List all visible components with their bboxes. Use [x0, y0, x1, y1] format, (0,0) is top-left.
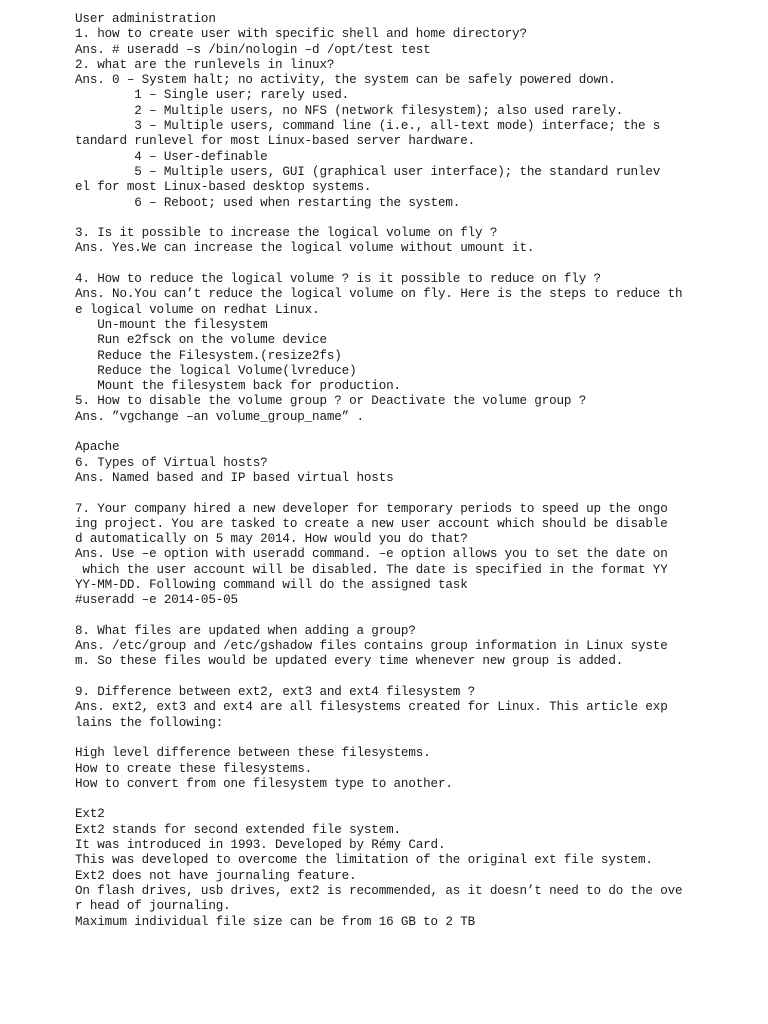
text-line: tandard runlevel for most Linux-based server hardware.: [75, 134, 476, 149]
text-line: Reduce the Filesystem.(resize2fs): [75, 348, 342, 363]
text-line: High level difference between these filesystems.: [75, 746, 431, 761]
text-line: 2. what are the runlevels in linux?: [75, 57, 335, 72]
text-line: Apache: [75, 440, 120, 455]
text-line: Run e2fsck on the volume device: [75, 333, 327, 348]
text-line: 1 – Single user; rarely used.: [75, 88, 350, 103]
text-line: which the user account will be disabled. The date is specified in the format YY: [75, 562, 668, 577]
blank-line: [75, 609, 755, 624]
text-line: How to create these filesystems.: [75, 761, 313, 776]
text-line: 5 – Multiple users, GUI (graphical user interface); the standard runlev: [75, 164, 661, 179]
text-line: 3. Is it possible to increase the logical volume on fly ?: [75, 226, 498, 241]
text-line: 4 – User-definable: [75, 149, 268, 164]
text-line: 5. How to disable the volume group ? or Deactivate the volume group ?: [75, 394, 587, 409]
text-line: 6. Types of Virtual hosts?: [75, 455, 268, 470]
text-line: Ext2 does not have journaling feature.: [75, 868, 357, 883]
text-line: YY-MM-DD. Following command will do the assigned task: [75, 577, 468, 592]
text-line: el for most Linux-based desktop systems.: [75, 180, 372, 195]
text-line: Un-mount the filesystem: [75, 317, 268, 332]
text-line: Maximum individual file size can be from 16 GB to 2 TB: [75, 914, 476, 929]
text-line: #useradd –e 2014-05-05: [75, 593, 238, 608]
text-line: Ans. # useradd –s /bin/nologin –d /opt/test test: [75, 42, 431, 57]
text-line: Ans. ”vgchange –an volume_group_name” .: [75, 409, 364, 424]
blank-line: [75, 486, 755, 501]
text-line: Ans. Use –e option with useradd command. –e option allows you to set the date on: [75, 547, 668, 562]
blank-line: [75, 670, 755, 685]
text-line: On flash drives, usb drives, ext2 is recommended, as it doesn’t need to do the ove: [75, 883, 683, 898]
blank-line: [75, 257, 755, 272]
document-text: [75, 12, 755, 930]
text-line: e logical volume on redhat Linux.: [75, 302, 320, 317]
text-line: Ans. Named based and IP based virtual hosts: [75, 470, 394, 485]
text-line: 3 – Multiple users, command line (i.e., all-text mode) interface; the s: [75, 119, 661, 134]
blank-line: [75, 792, 755, 807]
text-line: 4. How to reduce the logical volume ? is it possible to reduce on fly ?: [75, 272, 601, 287]
blank-line: [75, 731, 755, 746]
text-line: ing project. You are tasked to create a new user account which should be disable: [75, 516, 668, 531]
text-line: 6 – Reboot; used when restarting the system.: [75, 195, 461, 210]
text-line: Mount the filesystem back for production.: [75, 379, 401, 394]
text-line: This was developed to overcome the limitation of the original ext file system.: [75, 853, 653, 868]
text-line: 7. Your company hired a new developer for temporary periods to speed up the ongo: [75, 501, 668, 516]
text-line: Reduce the logical Volume(lvreduce): [75, 363, 357, 378]
text-line: lains the following:: [75, 715, 224, 730]
text-line: Ans. ext2, ext3 and ext4 are all filesystems created for Linux. This article exp: [75, 700, 668, 715]
blank-line: [75, 211, 755, 226]
text-line: m. So these files would be updated every time whenever new group is added.: [75, 654, 624, 669]
blank-line: [75, 425, 755, 440]
text-line: Ans. No.You can’t reduce the logical volume on fly. Here is the steps to reduce th: [75, 287, 683, 302]
text-line: Ans. /etc/group and /etc/gshadow files contains group information in Linux syste: [75, 639, 668, 654]
text-line: User administration: [75, 12, 216, 26]
text-line: How to convert from one filesystem type to another.: [75, 776, 453, 791]
text-line: Ext2 stands for second extended file system.: [75, 822, 401, 837]
text-line: Ans. Yes.We can increase the logical volume without umount it.: [75, 241, 535, 256]
text-line: r head of journaling.: [75, 899, 231, 914]
text-line: 9. Difference between ext2, ext3 and ext4 filesystem ?: [75, 685, 476, 700]
text-line: 1. how to create user with specific shell and home directory?: [75, 27, 527, 42]
text-line: Ext2: [75, 807, 105, 822]
text-line: Ans. 0 – System halt; no activity, the system can be safely powered down.: [75, 73, 616, 88]
text-line: 2 – Multiple users, no NFS (network filesystem); also used rarely.: [75, 103, 624, 118]
text-line: d automatically on 5 may 2014. How would you do that?: [75, 532, 468, 547]
text-line: It was introduced in 1993. Developed by Rémy Card.: [75, 838, 446, 853]
text-line: 8. What files are updated when adding a group?: [75, 623, 416, 638]
